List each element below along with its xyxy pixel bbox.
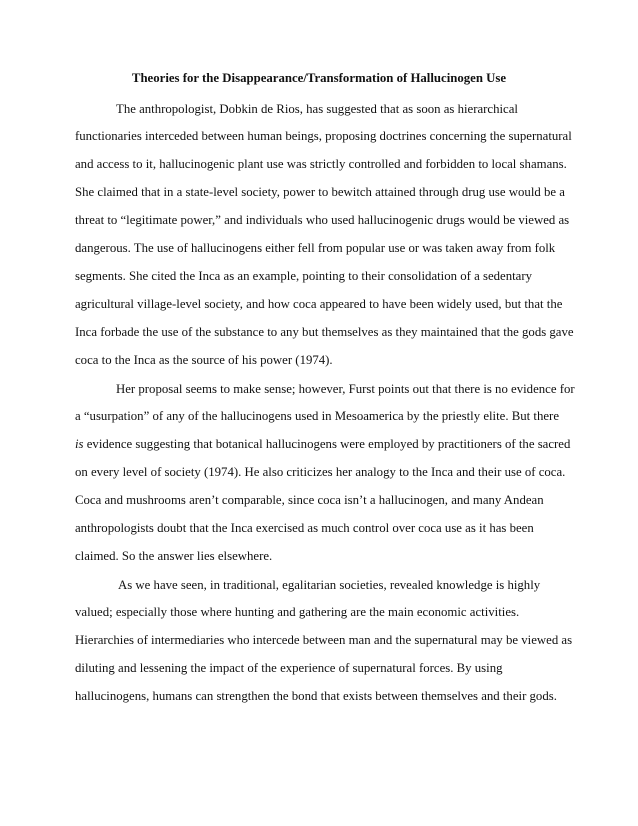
body-line: dangerous. The use of hallucinogens either fell from popular use or was taken away from folk	[75, 241, 556, 255]
body-line: coca to the Inca as the source of his power (1974).	[75, 353, 333, 367]
body-line: Coca and mushrooms aren’t comparable, since coca isn’t a hallucinogen, and many Andean	[75, 493, 544, 507]
body-line: She claimed that in a state-level society, power to bewitch attained through drug use would be a	[75, 185, 565, 199]
body-line: and access to it, hallucinogenic plant use was strictly controlled and forbidden to local shamans.	[75, 157, 567, 171]
document-title: Theories for the Disappearance/Transformation of Hallucinogen Use	[131, 71, 507, 85]
body-line: anthropologists doubt that the Inca exercised as much control over coca use as it has been	[75, 521, 534, 535]
body-line: agricultural village-level society, and how coca appeared to have been widely used, but that the	[75, 297, 563, 311]
body-line: on every level of society (1974). He also criticizes her analogy to the Inca and their use of coca.	[75, 465, 566, 479]
body-line-rest: evidence suggesting that botanical hallucinogens were employed by practitioners of the sacred	[83, 437, 571, 451]
body-line: hallucinogens, humans can strengthen the bond that exists between themselves and their gods.	[75, 689, 557, 703]
body-line: The anthropologist, Dobkin de Rios, has suggested that as soon as hierarchical	[116, 102, 518, 116]
body-line: a “usurpation” of any of the hallucinogens used in Mesoamerica by the priestly elite. But there	[75, 409, 560, 423]
body-line: claimed. So the answer lies elsewhere.	[75, 549, 273, 563]
body-line: diluting and lessening the impact of the experience of supernatural forces. By using	[75, 661, 503, 675]
body-line: segments. She cited the Inca as an example, pointing to their consolidation of a sedentary	[75, 269, 533, 283]
body-line: Hierarchies of intermediaries who intercede between man and the supernatural may be viewed as	[75, 633, 573, 647]
body-line: valued; especially those where hunting and gathering are the main economic activities.	[75, 605, 520, 619]
body-line: functionaries interceded between human beings, proposing doctrines concerning the supernatural	[75, 129, 572, 143]
body-line: Inca forbade the use of the substance to any but themselves as they maintained that the gods gave	[75, 325, 574, 339]
body-line: threat to “legitimate power,” and individuals who used hallucinogenic drugs would be viewed as	[75, 213, 570, 227]
body-line	[75, 436, 570, 452]
body-line: Her proposal seems to make sense; however, Furst points out that there is no evidence for	[116, 382, 575, 396]
emphasis-text: is	[75, 437, 84, 451]
body-line: As we have seen, in traditional, egalitarian societies, revealed knowledge is highly	[118, 578, 541, 592]
